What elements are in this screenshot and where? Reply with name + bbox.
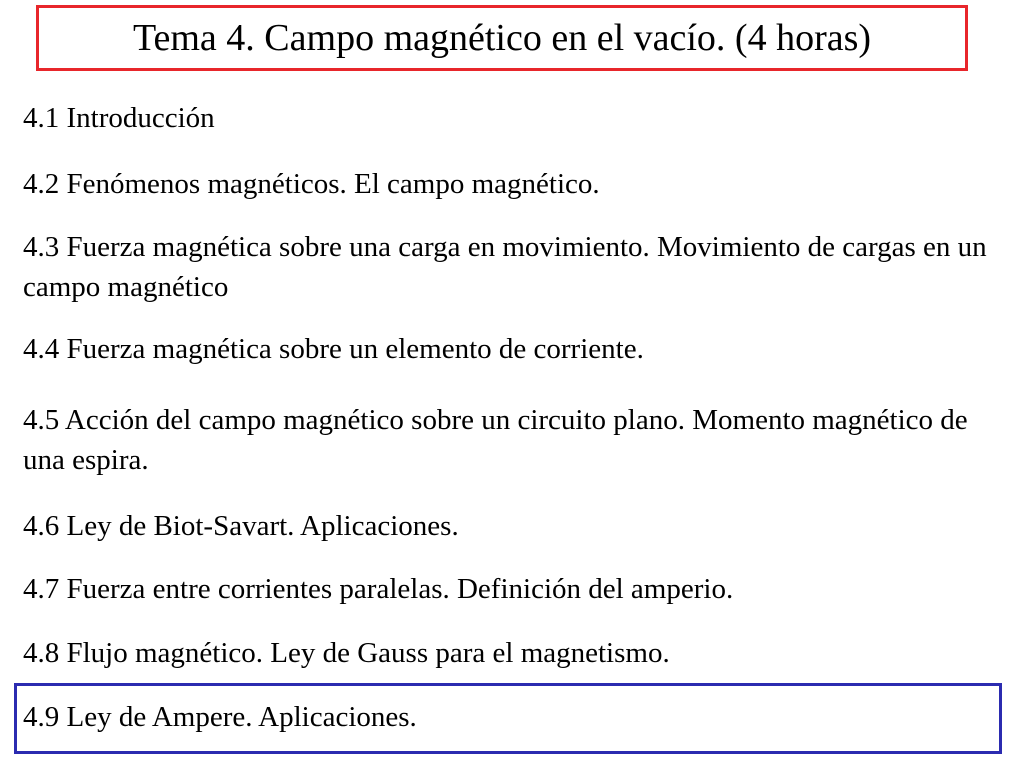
section-4-3: 4.3 Fuerza magnética sobre una carga en movimiento. Movimiento de cargas en un campo magnético bbox=[23, 231, 987, 303]
section-4-8: 4.8 Flujo magnético. Ley de Gauss para el magnetismo. bbox=[23, 637, 670, 669]
title-box bbox=[36, 5, 968, 71]
section-4-7: 4.7 Fuerza entre corrientes paralelas. Definición del amperio. bbox=[23, 573, 734, 605]
page-title: Tema 4. Campo magnético en el vacío. (4 horas) bbox=[132, 17, 872, 59]
section-4-9: 4.9 Ley de Ampere. Aplicaciones. bbox=[23, 701, 417, 733]
section-4-4: 4.4 Fuerza magnética sobre un elemento de corriente. bbox=[23, 333, 644, 365]
section-4-1: 4.1 Introducción bbox=[23, 102, 215, 134]
section-4-2: 4.2 Fenómenos magnéticos. El campo magnético. bbox=[23, 168, 600, 200]
section-4-5: 4.5 Acción del campo magnético sobre un circuito plano. Momento magnético de una espira. bbox=[23, 404, 968, 476]
section-4-6: 4.6 Ley de Biot-Savart. Aplicaciones. bbox=[23, 510, 459, 542]
